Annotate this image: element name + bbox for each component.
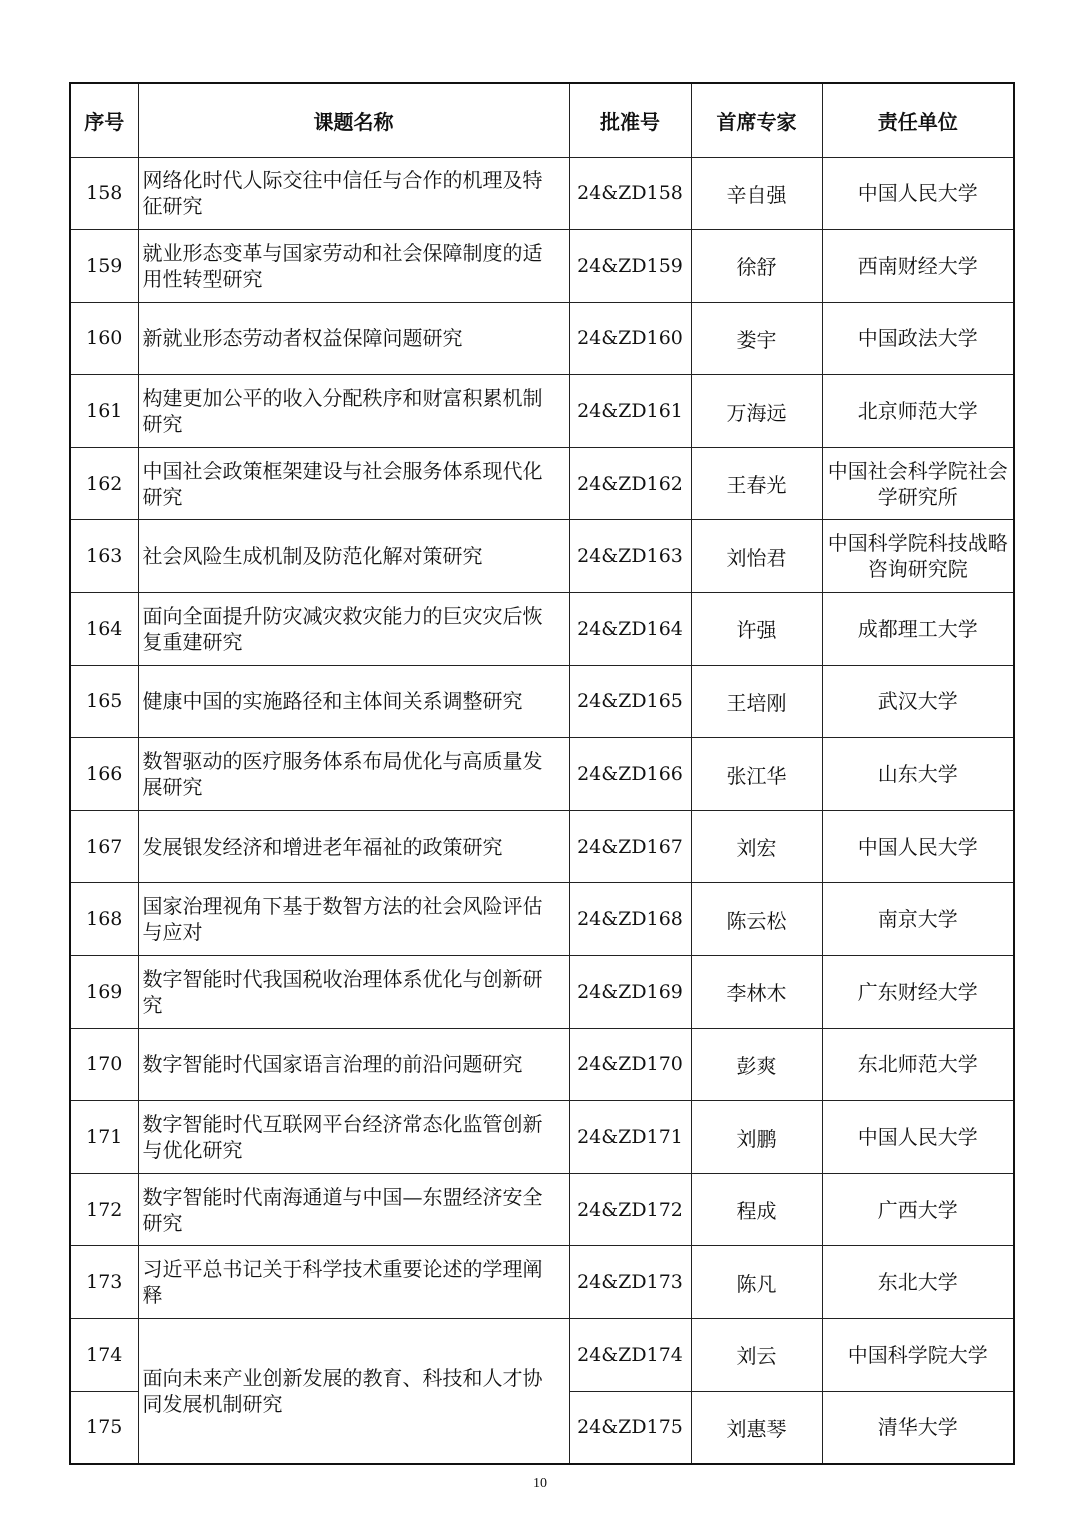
row-expert: 陈云松 xyxy=(691,883,822,956)
row-no: 173 xyxy=(70,1246,138,1319)
row-unit: 中国科学院大学 xyxy=(822,1319,1014,1392)
row-approval: 24&ZD166 xyxy=(569,738,691,811)
row-approval: 24&ZD169 xyxy=(569,956,691,1029)
row-unit: 南京大学 xyxy=(822,883,1014,956)
row-unit: 西南财经大学 xyxy=(822,230,1014,303)
row-unit: 山东大学 xyxy=(822,738,1014,811)
row-no: 170 xyxy=(70,1028,138,1101)
table-row xyxy=(70,956,1014,1029)
table-row xyxy=(70,375,1014,448)
row-unit: 中国人民大学 xyxy=(822,1101,1014,1174)
row-title: 构建更加公平的收入分配秩序和财富积累机制研究 xyxy=(138,375,569,448)
header-title: 课题名称 xyxy=(138,83,569,157)
row-approval: 24&ZD173 xyxy=(569,1246,691,1319)
header-no: 序号 xyxy=(70,83,138,157)
table-row xyxy=(70,1028,1014,1101)
row-no: 168 xyxy=(70,883,138,956)
table-row xyxy=(70,1173,1014,1246)
table-row xyxy=(70,1246,1014,1319)
row-no: 163 xyxy=(70,520,138,593)
row-no: 166 xyxy=(70,738,138,811)
row-unit: 广西大学 xyxy=(822,1173,1014,1246)
row-approval: 24&ZD167 xyxy=(569,810,691,883)
row-approval: 24&ZD162 xyxy=(569,447,691,520)
row-title: 面向全面提升防灾减灾救灾能力的巨灾灾后恢复重建研究 xyxy=(138,593,569,666)
row-approval: 24&ZD160 xyxy=(569,302,691,375)
row-approval: 24&ZD175 xyxy=(569,1391,691,1464)
row-expert: 刘宏 xyxy=(691,810,822,883)
row-no: 175 xyxy=(70,1391,138,1464)
row-no: 162 xyxy=(70,447,138,520)
row-approval: 24&ZD168 xyxy=(569,883,691,956)
row-title: 中国社会政策框架建设与社会服务体系现代化研究 xyxy=(138,447,569,520)
row-approval: 24&ZD171 xyxy=(569,1101,691,1174)
table-row xyxy=(70,230,1014,303)
row-approval: 24&ZD163 xyxy=(569,520,691,593)
row-title: 数智驱动的医疗服务体系布局优化与高质量发展研究 xyxy=(138,738,569,811)
row-title: 习近平总书记关于科学技术重要论述的学理阐释 xyxy=(138,1246,569,1319)
table-row xyxy=(70,1319,1014,1392)
row-no: 171 xyxy=(70,1101,138,1174)
row-expert: 刘怡君 xyxy=(691,520,822,593)
row-title: 数字智能时代我国税收治理体系优化与创新研究 xyxy=(138,956,569,1029)
row-approval: 24&ZD164 xyxy=(569,593,691,666)
row-no: 160 xyxy=(70,302,138,375)
row-unit: 中国人民大学 xyxy=(822,810,1014,883)
row-unit: 东北师范大学 xyxy=(822,1028,1014,1101)
row-unit: 中国政法大学 xyxy=(822,302,1014,375)
row-no: 161 xyxy=(70,375,138,448)
row-expert: 彭爽 xyxy=(691,1028,822,1101)
table-row xyxy=(70,157,1014,230)
projects-table xyxy=(69,82,1015,1465)
row-unit: 清华大学 xyxy=(822,1391,1014,1464)
row-expert: 陈凡 xyxy=(691,1246,822,1319)
row-approval: 24&ZD172 xyxy=(569,1173,691,1246)
table-row xyxy=(70,302,1014,375)
table-row xyxy=(70,810,1014,883)
table-row xyxy=(70,1101,1014,1174)
row-unit: 成都理工大学 xyxy=(822,593,1014,666)
row-no: 172 xyxy=(70,1173,138,1246)
row-expert: 辛自强 xyxy=(691,157,822,230)
row-expert: 刘云 xyxy=(691,1319,822,1392)
table-row xyxy=(70,520,1014,593)
row-no: 158 xyxy=(70,157,138,230)
table-header-row xyxy=(70,83,1014,157)
row-title: 面向未来产业创新发展的教育、科技和人才协同发展机制研究 xyxy=(138,1319,569,1464)
page-number: 10 xyxy=(533,1476,547,1491)
row-expert: 徐舒 xyxy=(691,230,822,303)
table-row xyxy=(70,883,1014,956)
row-title: 健康中国的实施路径和主体间关系调整研究 xyxy=(138,665,569,738)
row-approval: 24&ZD161 xyxy=(569,375,691,448)
row-no: 159 xyxy=(70,230,138,303)
row-title: 网络化时代人际交往中信任与合作的机理及特征研究 xyxy=(138,157,569,230)
row-unit: 东北大学 xyxy=(822,1246,1014,1319)
header-unit: 责任单位 xyxy=(822,83,1014,157)
row-expert: 刘鹏 xyxy=(691,1101,822,1174)
row-title: 社会风险生成机制及防范化解对策研究 xyxy=(138,520,569,593)
row-expert: 李林木 xyxy=(691,956,822,1029)
row-approval: 24&ZD158 xyxy=(569,157,691,230)
row-approval: 24&ZD170 xyxy=(569,1028,691,1101)
row-expert: 张江华 xyxy=(691,738,822,811)
row-title: 就业形态变革与国家劳动和社会保障制度的适用性转型研究 xyxy=(138,230,569,303)
table-body xyxy=(70,157,1014,1464)
row-unit: 武汉大学 xyxy=(822,665,1014,738)
row-title: 新就业形态劳动者权益保障问题研究 xyxy=(138,302,569,375)
row-expert: 许强 xyxy=(691,593,822,666)
row-unit: 广东财经大学 xyxy=(822,956,1014,1029)
row-no: 169 xyxy=(70,956,138,1029)
row-title: 国家治理视角下基于数智方法的社会风险评估与应对 xyxy=(138,883,569,956)
header-approval: 批准号 xyxy=(569,83,691,157)
row-unit: 中国人民大学 xyxy=(822,157,1014,230)
header-expert: 首席专家 xyxy=(691,83,822,157)
row-no: 167 xyxy=(70,810,138,883)
row-title: 数字智能时代互联网平台经济常态化监管创新与优化研究 xyxy=(138,1101,569,1174)
row-expert: 王培刚 xyxy=(691,665,822,738)
row-no: 174 xyxy=(70,1319,138,1392)
row-no: 164 xyxy=(70,593,138,666)
row-unit: 北京师范大学 xyxy=(822,375,1014,448)
table-row xyxy=(70,593,1014,666)
row-approval: 24&ZD159 xyxy=(569,230,691,303)
row-approval: 24&ZD165 xyxy=(569,665,691,738)
row-approval: 24&ZD174 xyxy=(569,1319,691,1392)
row-title: 发展银发经济和增进老年福祉的政策研究 xyxy=(138,810,569,883)
row-title: 数字智能时代南海通道与中国—东盟经济安全研究 xyxy=(138,1173,569,1246)
row-no: 165 xyxy=(70,665,138,738)
table-row xyxy=(70,447,1014,520)
row-title: 数字智能时代国家语言治理的前沿问题研究 xyxy=(138,1028,569,1101)
row-expert: 王春光 xyxy=(691,447,822,520)
row-unit: 中国科学院科技战略咨询研究院 xyxy=(822,520,1014,593)
table-row xyxy=(70,738,1014,811)
table-row xyxy=(70,665,1014,738)
row-expert: 万海远 xyxy=(691,375,822,448)
row-unit: 中国社会科学院社会学研究所 xyxy=(822,447,1014,520)
row-expert: 程成 xyxy=(691,1173,822,1246)
row-expert: 娄宇 xyxy=(691,302,822,375)
row-expert: 刘惠琴 xyxy=(691,1391,822,1464)
